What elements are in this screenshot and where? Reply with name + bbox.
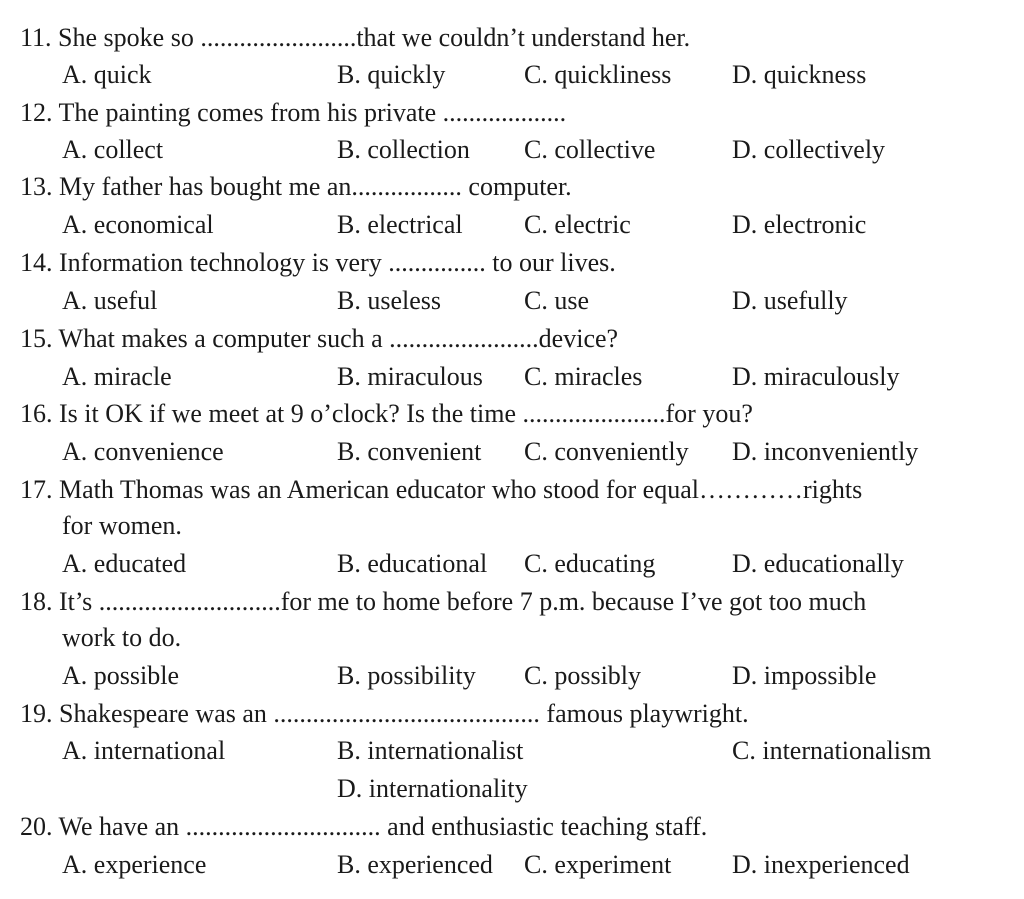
option-c: C. quickliness [524,60,672,89]
option-a: A. quick [62,60,152,89]
question-17 [20,474,862,506]
question-text: The painting comes from his private ................... [58,98,567,127]
option-c: C. use [524,286,589,315]
question-continuation: for women. [62,511,182,540]
question-text: Is it OK if we meet at 9 o’clock? Is the time ......................for you? [59,399,753,428]
question-number: 15. [20,324,53,353]
option-a: A. collect [62,135,164,164]
question-text: We have an .............................. and enthusiastic teaching staff. [58,812,708,841]
question-number: 14. [20,248,53,277]
option-c: C. possibly [524,661,642,690]
option-d: D. collectively [732,135,886,164]
option-b: B. collection [337,135,470,164]
question-12 [20,97,566,129]
question-16 [20,398,753,430]
option-b: B. convenient [337,437,482,466]
question-text: Information technology is very ............... to our lives. [59,248,616,277]
question-text: She spoke so ........................that we couldn’t understand her. [58,23,691,52]
option-b: B. possibility [337,661,476,690]
option-b: B. educational [337,549,488,578]
option-d: D. inexperienced [732,850,910,879]
question-continuation: work to do. [62,623,182,652]
option-c: C. collective [524,135,656,164]
question-text: Math Thomas was an American educator who stood for equal…………rights [59,475,863,504]
option-c: C. conveniently [524,437,689,466]
option-a: A. possible [62,661,179,690]
option-b: B. experienced [337,850,493,879]
option-b: B. internationalist [337,736,524,765]
question-number: 19. [20,699,53,728]
option-b: B. miraculous [337,362,483,391]
question-19 [20,698,749,730]
question-18 [20,586,866,618]
option-c: C. experiment [524,850,672,879]
question-text: My father has bought me an................. computer. [59,172,572,201]
question-number: 11. [20,23,52,52]
question-text: It’s ............................for me to home before 7 p.m. because I’ve got too much [59,587,867,616]
option-a: A. economical [62,210,214,239]
question-number: 12. [20,98,53,127]
option-a: A. miracle [62,362,172,391]
option-c: C. educating [524,549,656,578]
question-number: 18. [20,587,53,616]
question-11 [20,22,690,54]
question-number: 17. [20,475,53,504]
option-b: B. quickly [337,60,446,89]
option-c: C. internationalism [732,736,932,765]
option-d: D. educationally [732,549,904,578]
question-14 [20,247,616,279]
question-number: 16. [20,399,53,428]
question-20 [20,811,707,843]
question-13 [20,171,572,203]
question-text: What makes a computer such a .......................device? [58,324,619,353]
question-15 [20,323,618,355]
option-a: A. experience [62,850,207,879]
option-a: A. convenience [62,437,224,466]
option-a: A. international [62,736,226,765]
option-d: D. quickness [732,60,867,89]
option-d: D. impossible [732,661,877,690]
option-a: A. useful [62,286,158,315]
option-c: C. electric [524,210,631,239]
question-number: 13. [20,172,53,201]
option-b: B. electrical [337,210,463,239]
option-b: B. useless [337,286,441,315]
option-d: D. internationality [337,774,528,803]
question-number: 20. [20,812,53,841]
option-a: A. educated [62,549,187,578]
question-text: Shakespeare was an ......................................... famous playwright. [59,699,749,728]
option-d: D. inconveniently [732,437,919,466]
option-d: D. miraculously [732,362,900,391]
option-d: D. usefully [732,286,848,315]
option-d: D. electronic [732,210,867,239]
option-c: C. miracles [524,362,643,391]
